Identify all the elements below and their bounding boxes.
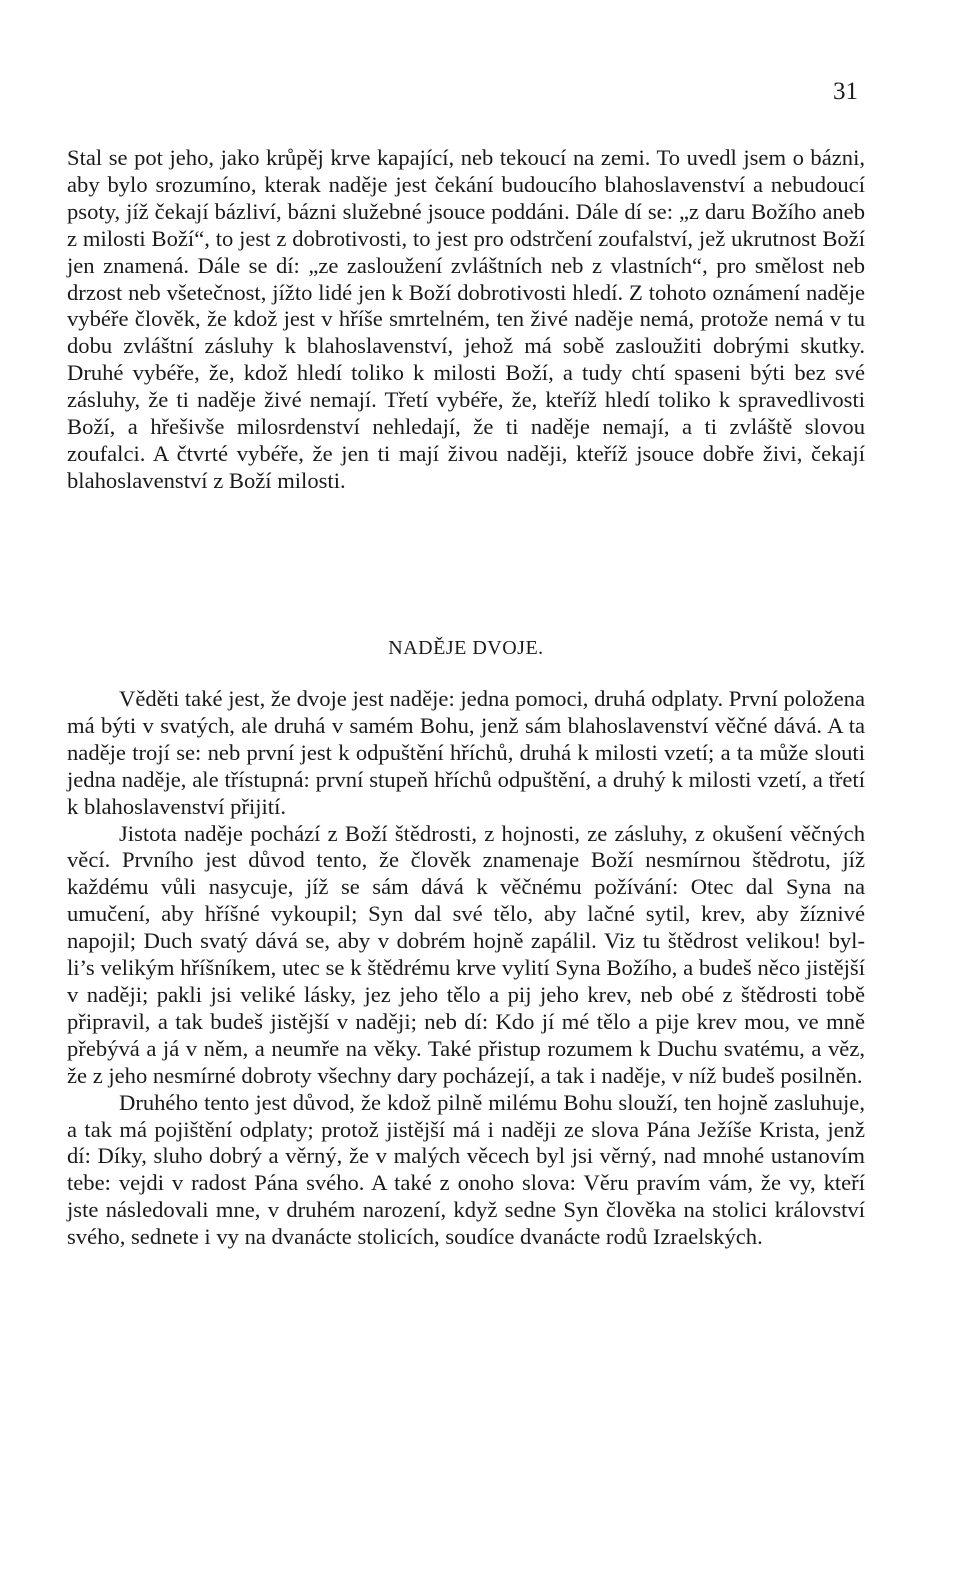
paragraph: Druhého tento jest důvod, že kdož pilně milému Bohu slouží, ten hojně zasluhuje, a tak má pojištění odplaty; protož jistější má i naději ze slova Pána Ježíše Krista, jenž dí: Díky, sluho dobrý a věrný, že v malých věcech byl jsi věrný, nad mnohé ustanovím tebe: vejdi v radost Pána svého. A také z onoho slova: Věru pravím vám, že vy, kteří jste následovali mne, v druhém narození, když sedne Syn člověka na stolici království svého, sednete i vy na dvanácte stolicích, soudíce dvanácte rodů Izraelských. [67, 1089, 865, 1250]
paragraph: Jistota naděje pochází z Boží štědrosti, z hojnosti, ze zásluhy, z okušení věčných věcí. Prvního jest důvod tento, že člověk znamenaje Boží nesmírnou štědrotu, jíž každému vůli nasycuje, jíž se sám dává k věčnému požívání: Otec dal Syna na umučení, aby hříšné vykoupil; Syn dal své tělo, aby lačné sytil, krev, aby žíznivé napojil; Duch svatý dává se, aby v dobrém hojně zapálil. Viz tu štědrost velikou! byl-li’s velikým hříšníkem, utec se k štědrému krve vylití Syna Božího, a budeš něco jistější v naději; pakli jsi veliké lásky, jez jeho tělo a pij jeho krev, neb obé z štědrosti tobě připravil, a tak budeš jistější v naději; neb dí: Kdo jí mé tělo a pije krev mou, ve mně přebývá a já v něm, a neumře na věky. Také přistup rozumem k Duchu svatému, a věz, že z jeho nesmírné dobroty všechny dary pocházejí, a tak i naděje, v níž budeš posilněn. [67, 820, 865, 1088]
intro-text-block [67, 145, 865, 495]
paragraph-intro: Stal se pot jeho, jako krůpěj krve kapající, neb tekoucí na zemi. To uvedl jsem o bázni, aby bylo srozumíno, kterak naděje jest čekání budoucího blahoslavenství a nebudoucí psoty, jíž čekají bázliví, bázni služebné jsouce poddáni. Dále dí se: „z daru Božího aneb z milosti Boží“, to jest z dobrotivosti, to jest pro odstrčení zoufalství, jež ukrutnost Boží jen znamená. Dále se dí: „ze zasloužení zvláštních neb z vlastních“, pro smělost neb drzost neb všetečnost, jížto lidé jen k Boží dobrotivosti hledí. Z tohoto oznámení naděje vybéře člověk, že kdož jest v hříše smrtelném, ten živé naděje nemá, protože nemá v tu dobu zvláštní zásluhy k blahoslavenství, jehož má sobě zasloužiti dobrými skutky. Druhé vybéře, že, kdož hledí toliko k milosti Boží, a tudy chtí spaseni býti bez své zásluhy, že ti naděje živé nemají. Třetí vybéře, že, kteříž hledí toliko k spravedlivosti Boží, a hřešivše milosrdenství nehledají, že ti naděje nemají, a ti zvláště slovou zoufalci. A čtvrté vybéře, že jen ti mají živou naději, kteříž jsouce dobře živi, čekají blahoslavenství z Boží milosti. [67, 145, 865, 493]
paragraph: Věděti také jest, že dvoje jest naděje: jedna pomoci, druhá odplaty. První položena má býti v svatých, ale druhá v samém Bohu, jenž sám blahoslavenství věčné dává. A ta naděje trojí se: neb první jest k odpuštění hříchů, druhá k milosti vzetí; a ta může slouti jedna naděje, ale třístupná: první stupeň hříchů odpuštění, a druhý k milosti vzetí, a třetí k blahoslavenství přijití. [67, 686, 865, 819]
page-number: 31 [833, 78, 858, 105]
section-heading: NADĚJE DVOJE. [388, 637, 544, 659]
section-text-block [67, 686, 865, 1251]
